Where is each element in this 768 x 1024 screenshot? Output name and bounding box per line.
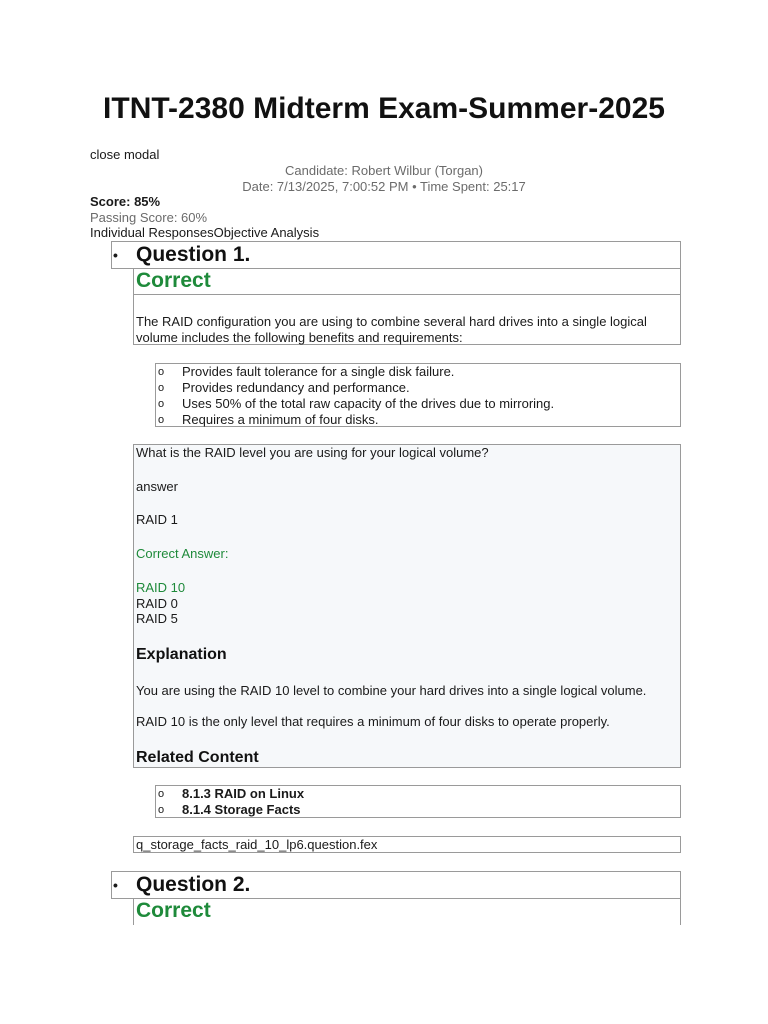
list-item: o Provides redundancy and performance. bbox=[158, 380, 410, 395]
explanation-text: RAID 10 is the only level that requires a minimum of four disks to operate properly. bbox=[136, 714, 610, 729]
related-link[interactable]: o 8.1.4 Storage Facts bbox=[158, 802, 301, 817]
date-info: Date: 7/13/2025, 7:00:52 PM • Time Spent: 25:17 bbox=[242, 179, 526, 194]
question-2-heading: Question 2. bbox=[136, 873, 251, 896]
question-file-box bbox=[133, 836, 681, 853]
question-2-status-box bbox=[133, 898, 681, 925]
question-1-status: Correct bbox=[136, 269, 211, 292]
related-content-heading: Related Content bbox=[136, 749, 259, 766]
page-title: ITNT-2380 Midterm Exam-Summer-2025 bbox=[103, 92, 665, 125]
option: RAID 5 bbox=[136, 611, 178, 626]
question-1-answer-panel bbox=[133, 444, 681, 768]
question-1-prompt: The RAID configuration you are using to combine several hard drives into a single logical volume includes the following benefits and requirements: bbox=[136, 314, 647, 345]
option: RAID 0 bbox=[136, 596, 178, 611]
candidate-info: Candidate: Robert Wilbur (Torgan) bbox=[285, 163, 483, 178]
related-content-list bbox=[155, 785, 681, 818]
user-answer: RAID 1 bbox=[136, 512, 178, 527]
view-tabs[interactable]: Individual ResponsesObjective Analysis bbox=[90, 225, 320, 240]
question-1-header bbox=[111, 241, 681, 269]
list-item: o Uses 50% of the total raw capacity of the drives due to mirroring. bbox=[158, 396, 555, 411]
close-modal-link[interactable]: close modal bbox=[90, 147, 160, 162]
question-1-bullet-list bbox=[155, 363, 681, 427]
related-link[interactable]: o 8.1.3 RAID on Linux bbox=[158, 786, 305, 801]
list-bullet: • bbox=[113, 247, 118, 263]
question-1-prompt-box bbox=[133, 294, 681, 345]
score: Score: 85% bbox=[90, 194, 161, 209]
question-2-header bbox=[111, 871, 681, 899]
question-1-heading: Question 1. bbox=[136, 243, 251, 266]
question-file-name: q_storage_facts_raid_10_lp6.question.fex bbox=[136, 837, 378, 852]
passing-score: Passing Score: 60% bbox=[90, 210, 208, 225]
list-bullet: • bbox=[113, 877, 118, 893]
list-item: o Provides fault tolerance for a single disk failure. bbox=[158, 364, 455, 379]
question-2-status: Correct bbox=[136, 899, 211, 922]
correct-answer-label: Correct Answer: bbox=[136, 546, 229, 561]
explanation-text: You are using the RAID 10 level to combine your hard drives into a single logical volume. bbox=[136, 683, 647, 698]
answer-label: answer bbox=[136, 479, 178, 494]
explanation-heading: Explanation bbox=[136, 646, 227, 663]
question-1-status-box bbox=[133, 268, 681, 295]
option-correct: RAID 10 bbox=[136, 580, 186, 595]
list-item: o Requires a minimum of four disks. bbox=[158, 412, 379, 427]
question-text: What is the RAID level you are using for your logical volume? bbox=[136, 445, 489, 460]
